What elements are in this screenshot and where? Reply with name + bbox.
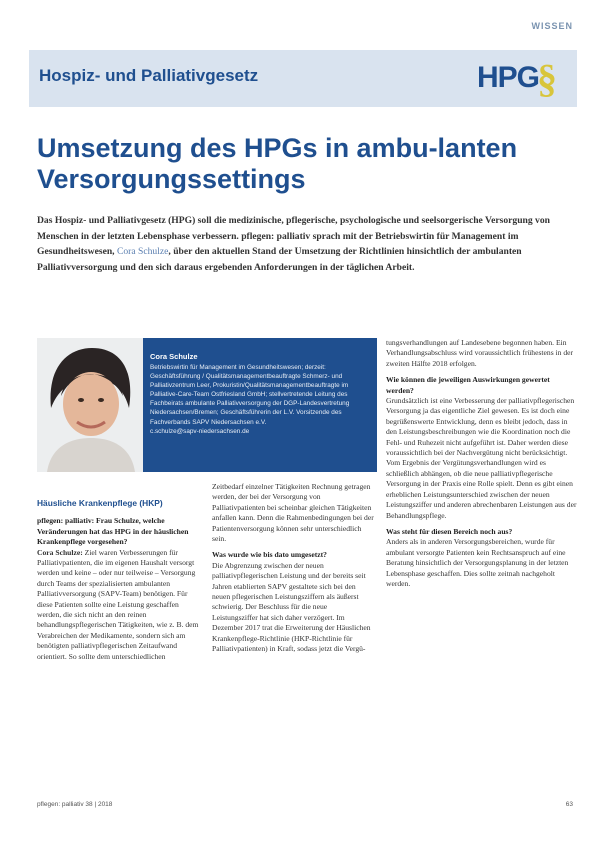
answer-1 <box>37 548 200 662</box>
topic-title: Hospiz- und Palliativgesetz <box>39 66 259 85</box>
intro-text-start: Das Hospiz- und Palliativgesetz (HPG) soll die medizinische, pflegerische, psychologische und seelsorgerische Versorgung von Menschen in der letzten Lebensphase verbessern. pflegen: palliativ sprach mit der Betriebswirtin für Management im Gesundheitswesen, <box>37 215 550 257</box>
paragraph-symbol-icon: § <box>537 56 557 101</box>
question-1: pflegen: palliativ: Frau Schulze, welche Veränderungen hat das HPG in der häuslichen Krankenpflege vorgesehen? <box>37 516 189 547</box>
portrait-image <box>37 338 143 472</box>
answer-4: Anders als in anderen Versorgungsbereichen, wurde für ambulant versorgte Patienten kein Rechtsanspruch auf eine Beratung hinsichtlich der Versorgungsplanung in der letzten Lebensphase geschaffen. Dies sollte zeitnah nachgeholt werden. <box>386 537 569 588</box>
question-4: Was steht für diesen Bereich noch aus? <box>386 526 513 536</box>
profile-name: Cora Schulze <box>150 352 198 361</box>
section-label: WISSEN <box>531 21 573 31</box>
hpg-logo <box>467 55 567 101</box>
article-intro <box>37 213 577 275</box>
question-2: Was wurde wie bis dato umgesetzt? <box>212 550 327 560</box>
answer-1-text: Ziel waren Verbesserungen für Palliativpatienten, die im eigenen Haushalt versorgt werden und keine – oder nur teilweise – Versorgung durch Teams der spezialisierten ambulanten Palliativversorgung (SAPV-Team) benötigen. Für diese Patienten sollte eine Leistung geschaffen werden, die sich nicht an den reinen behandlungspflegerischen Tätigkeiten, wie z. B. dem Verabreichen der Medikamente, sondern sich am benötigten palliativpflegerischen Zeitaufwand orientiert. So sollte dem unterschiedlichen <box>37 547 199 661</box>
profile-email[interactable]: c.schulze@sapv-niedersachsen.de <box>150 427 250 435</box>
footer-magazine-name: pflegen: palliativ 38 | 2018 <box>37 801 113 808</box>
answer-1-speaker: Cora Schulze: <box>37 547 83 557</box>
hpg-logo-text: HPG <box>477 61 540 94</box>
column-2-paragraph: Zeitbedarf einzelner Tätigkeiten Rechnung getragen werden, der bei der Versorgung von Palliativpatienten bei scheinbar gleichen Tätigkeiten anfallen kann. Denn die Rahmenbedingungen bei der Patientenversorgung können sehr unterschiedlich sein. <box>212 482 374 544</box>
topic-band <box>29 50 577 107</box>
article-headline: Umsetzung des HPGs in ambu-lanten Versorgungssettings <box>37 133 518 194</box>
answer-2: Die Abgrenzung zwischen der neuen palliativpflegerischen Leistung und der bereits seit Jahren etablierten SAPV gestaltete sich bei den neuen pflegerischen Leistungsziffern als äußerst schwierig. Der Beschluss für die neue Leistungsziffer hat sich daher verzögert. Im Dezember 2017 trat die Erweiterung der Häuslichen Krankenpflege-Richtlinie (HKP-Richtlinie für Palliativpatienten) in Kraft, sodass jetzt die Vergü- <box>212 560 371 654</box>
column-2 <box>212 482 374 655</box>
answer-3: Grundsätzlich ist eine Verbesserung der palliativpflegerischen Versorgung ja das eigentliche Ziel gewesen. Es ist doch eine begrüßenswerte Entwicklung, denn es bleibt jedoch, dass in den Leistungsbeschreibungen wie die Koordination noch die Fehl- und Ruhezeit nicht aufgeführt ist. Daher werden diese voraussichtlich bei der Nachvergütung nicht berücksichtigt. Vom Ergebnis der Vergütungsverhandlungen wird es schließlich abhängen, ob die neue palliativpflegerische Versorgung in der Praxis eine Rolle spielt. Denn es gibt einen erheblichen Leistungsunterschied zwischen der neuen Leistungsziffer und anderen abrechenbaren Leistungen aus der Behandlungspflege. <box>386 396 577 520</box>
section-heading-hkp: Häusliche Krankenpflege (HKP) <box>37 498 163 508</box>
footer-page-number: 63 <box>565 801 573 808</box>
intro-author-name: Cora Schulze <box>116 246 169 257</box>
column-3 <box>386 338 577 589</box>
author-profile-box <box>37 338 377 472</box>
question-3: Wie können die jeweiligen Auswirkungen gewertet werden? <box>386 375 550 395</box>
author-photo <box>37 338 143 472</box>
column-3-paragraph: tungsverhandlungen auf Landesebene begonnen haben. Ein Verhandlungsabschluss wird voraussichtlich frühestens in der zweiten Hälfte 2018 erfolgen. <box>386 338 574 368</box>
intro-text-end: , über den aktuellen Stand der Umsetzung der Richtlinien hinsichtlich der ambulanten Palliativversorgung und den sich daraus ergebenden Anforderungen in der täglichen Arbeit. <box>37 246 522 273</box>
profile-bio-text: Betriebswirtin für Management im Gesundheitswesen; derzeit: Geschäftsführung / Qualitätsmanagementbeauftragte Schmerz- und Palliativzentrum Leer, Prokuristin/Qualitätsmanagementbeauftragte im Palliative-Care-Team Ostfriesland GmbH; stellvertretende Leitung des Fachbeirats ambulante Palliativversorgung der DGP-Landesvertretung Niedersachsen/Bremen; Geschäftsführerin der L.V. Vorsitzende des Fachverbands SAPV Niedersachsen e.V. <box>150 364 350 426</box>
profile-bio <box>150 363 372 436</box>
column-1 <box>37 498 200 662</box>
